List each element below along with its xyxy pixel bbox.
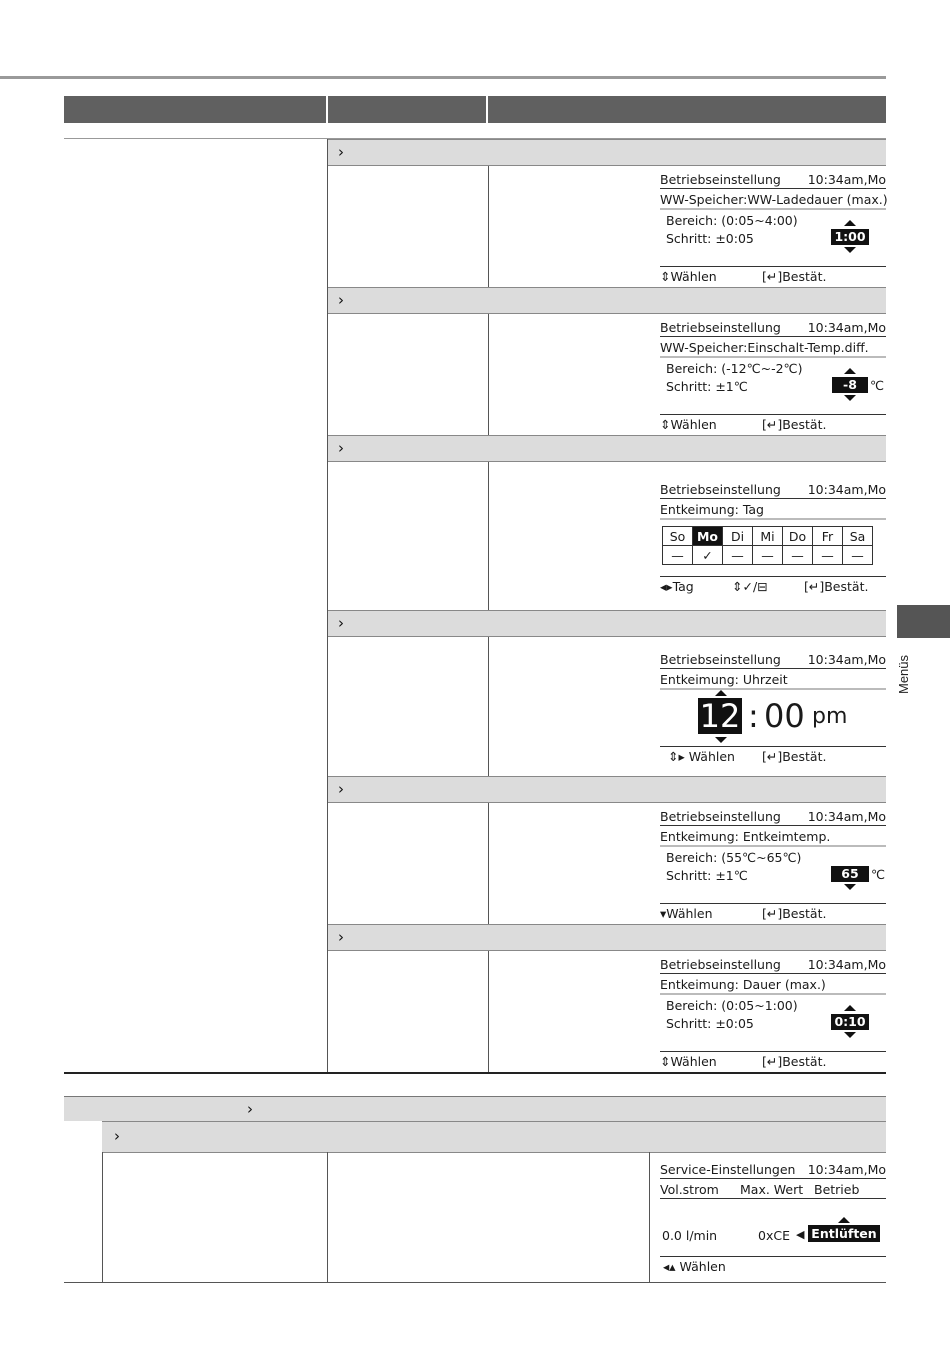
screen-header: Service-Einstellungen <box>660 1162 796 1177</box>
updown-icon: ⇕ <box>660 417 671 432</box>
footer-right: [↵]Bestät. <box>762 269 827 284</box>
unit-label: ℃ <box>871 867 886 882</box>
day-cell[interactable]: Mo <box>693 527 723 546</box>
side-tab-label <box>896 650 926 710</box>
value-box: Entlüften <box>808 1225 880 1242</box>
lcd-screen-entkeimung-uhrzeit <box>660 652 886 767</box>
day-mark: — <box>663 546 693 565</box>
left-up-icon: ◂▴ <box>663 1259 676 1274</box>
updown-icon: ⇕ <box>660 1054 671 1069</box>
header-separator <box>486 96 488 123</box>
column-label: Betrieb <box>814 1182 860 1197</box>
updown-right-icon: ⇕▸ <box>668 749 685 764</box>
row-band <box>328 139 886 166</box>
footer-right: [↵]Bestät. <box>762 1054 827 1069</box>
day-cell[interactable]: Do <box>783 527 813 546</box>
arrow-up-icon <box>838 1217 850 1223</box>
lcd-screen-service <box>660 1162 886 1277</box>
hour-box: 12 <box>699 697 741 735</box>
ampm-value: pm <box>812 704 848 729</box>
screen-header: Betriebseinstellung <box>660 320 781 335</box>
arrow-down-icon <box>844 1032 856 1038</box>
table-header <box>64 96 886 123</box>
footer-left: Wählen <box>688 749 735 764</box>
column-divider <box>102 1152 103 1282</box>
chevron-right-icon: › <box>114 1127 120 1145</box>
screen-time: 10:34am,Mo <box>807 172 886 187</box>
arrow-up-icon <box>844 368 856 374</box>
column-label: Vol.strom <box>660 1182 719 1197</box>
section-band <box>64 1097 886 1121</box>
header-separator <box>326 96 328 123</box>
arrow-down-icon <box>844 395 856 401</box>
subsection-band <box>102 1121 886 1153</box>
footer-left: Wählen <box>666 906 713 921</box>
section-rule <box>64 1072 886 1074</box>
down-icon: ▾ <box>660 906 667 921</box>
arrow-up-icon <box>715 690 727 696</box>
day-mark: — <box>753 546 783 565</box>
day-mark: — <box>843 546 873 565</box>
leftright-icon: ◂▸ <box>660 579 673 594</box>
day-mark: — <box>783 546 813 565</box>
screen-header: Betriebseinstellung <box>660 172 781 187</box>
footer-left: Tag <box>672 579 694 594</box>
screen-range: Bereich: (0:05~4:00) <box>666 213 798 228</box>
screen-header: Betriebseinstellung <box>660 957 781 972</box>
screen-step: Schritt: ±1℃ <box>666 379 748 394</box>
row-band <box>328 776 886 803</box>
screen-step: Schritt: ±0:05 <box>666 1016 754 1031</box>
unit-label: ℃ <box>870 378 885 393</box>
screen-header: Betriebseinstellung <box>660 809 781 824</box>
day-table <box>662 526 873 565</box>
screen-time: 10:34am,Mo <box>807 482 886 497</box>
screen-step: Schritt: ±0:05 <box>666 231 754 246</box>
screen-time: 10:34am,Mo <box>807 809 886 824</box>
screen-time: 10:34am,Mo <box>807 652 886 667</box>
lcd-screen-dauer <box>660 957 886 1067</box>
screen-time: 10:34am,Mo <box>807 1162 886 1177</box>
arrow-up-icon <box>844 1005 856 1011</box>
column-divider <box>649 1152 650 1282</box>
minutes-value: 00 <box>764 697 805 735</box>
screen-subtitle: Entkeimung: Uhrzeit <box>660 672 886 690</box>
row-band <box>328 287 886 314</box>
screen-header: Betriebseinstellung <box>660 482 781 497</box>
column-divider <box>327 1152 328 1282</box>
screen-step: Schritt: ±1℃ <box>666 868 748 883</box>
screen-subtitle: Entkeimung: Dauer (max.) <box>660 977 886 995</box>
day-cell[interactable]: So <box>663 527 693 546</box>
footer-left: Wählen <box>670 269 717 284</box>
day-cell[interactable]: Di <box>723 527 753 546</box>
day-cell[interactable]: Fr <box>813 527 843 546</box>
footer-left: Wählen <box>670 417 717 432</box>
day-cell[interactable]: Sa <box>843 527 873 546</box>
top-rule <box>0 76 886 79</box>
day-mark: — <box>813 546 843 565</box>
screen-subtitle: Entkeimung: Entkeimtemp. <box>660 829 886 847</box>
footer-left: Wählen <box>670 1054 717 1069</box>
row-band <box>328 435 886 462</box>
screen-time: 10:34am,Mo <box>807 957 886 972</box>
row-band <box>328 610 886 637</box>
hex-value: 0xCE <box>758 1228 790 1243</box>
arrow-left-icon: ◀ <box>796 1228 805 1241</box>
lcd-screen-ww-ladedauer <box>660 172 886 282</box>
footer-right: [↵]Bestät. <box>762 749 827 764</box>
time-colon: : <box>748 697 759 735</box>
chevron-right-icon: › <box>338 780 344 798</box>
chevron-right-icon: › <box>338 439 344 457</box>
value-box: 1:00 <box>831 229 869 245</box>
chevron-right-icon: › <box>338 614 344 632</box>
screen-range: Bereich: (-12℃~-2℃) <box>666 361 803 376</box>
screen-range: Bereich: (55℃~65℃) <box>666 850 802 865</box>
arrow-up-icon <box>844 220 856 226</box>
lcd-screen-einschalt-temp <box>660 320 886 430</box>
screen-range: Bereich: (0:05~1:00) <box>666 998 798 1013</box>
footer-right: [↵]Bestät. <box>804 579 869 594</box>
footer-right: [↵]Bestät. <box>762 906 827 921</box>
side-tab-text: Menüs <box>896 654 911 694</box>
chevron-right-icon: › <box>338 291 344 309</box>
value-box: 0:10 <box>831 1014 869 1030</box>
side-tab[interactable] <box>897 605 950 638</box>
day-mark: — <box>723 546 753 565</box>
value-box: -8 <box>832 377 868 393</box>
chevron-right-icon: › <box>338 143 344 161</box>
footer-right: [↵]Bestät. <box>762 417 827 432</box>
day-cell[interactable]: Mi <box>753 527 783 546</box>
screen-subtitle: Entkeimung: Tag <box>660 502 886 520</box>
column-label: Max. Wert <box>740 1182 804 1197</box>
row-band <box>328 924 886 951</box>
lcd-screen-entkeimung-tag <box>660 482 886 597</box>
updown-icon: ⇕ <box>732 579 743 594</box>
screen-header: Betriebseinstellung <box>660 652 781 667</box>
arrow-down-icon <box>844 884 856 890</box>
section-rule <box>64 1282 886 1283</box>
screen-time: 10:34am,Mo <box>807 320 886 335</box>
value-box: 65 <box>831 866 869 882</box>
chevron-right-icon: › <box>247 1100 253 1118</box>
lcd-screen-entkeimtemp <box>660 809 886 919</box>
arrow-down-icon <box>844 247 856 253</box>
screen-subtitle: WW-Speicher:WW-Ladedauer (max.) <box>660 192 886 210</box>
arrow-down-icon <box>715 737 727 743</box>
footer-mid: ✓/⊟ <box>742 579 768 594</box>
footer-left: Wählen <box>679 1259 726 1274</box>
updown-icon: ⇕ <box>660 269 671 284</box>
day-mark: ✓ <box>693 546 723 565</box>
flow-value: 0.0 l/min <box>662 1228 718 1243</box>
screen-subtitle: WW-Speicher:Einschalt-Temp.diff. <box>660 340 886 358</box>
chevron-right-icon: › <box>338 928 344 946</box>
